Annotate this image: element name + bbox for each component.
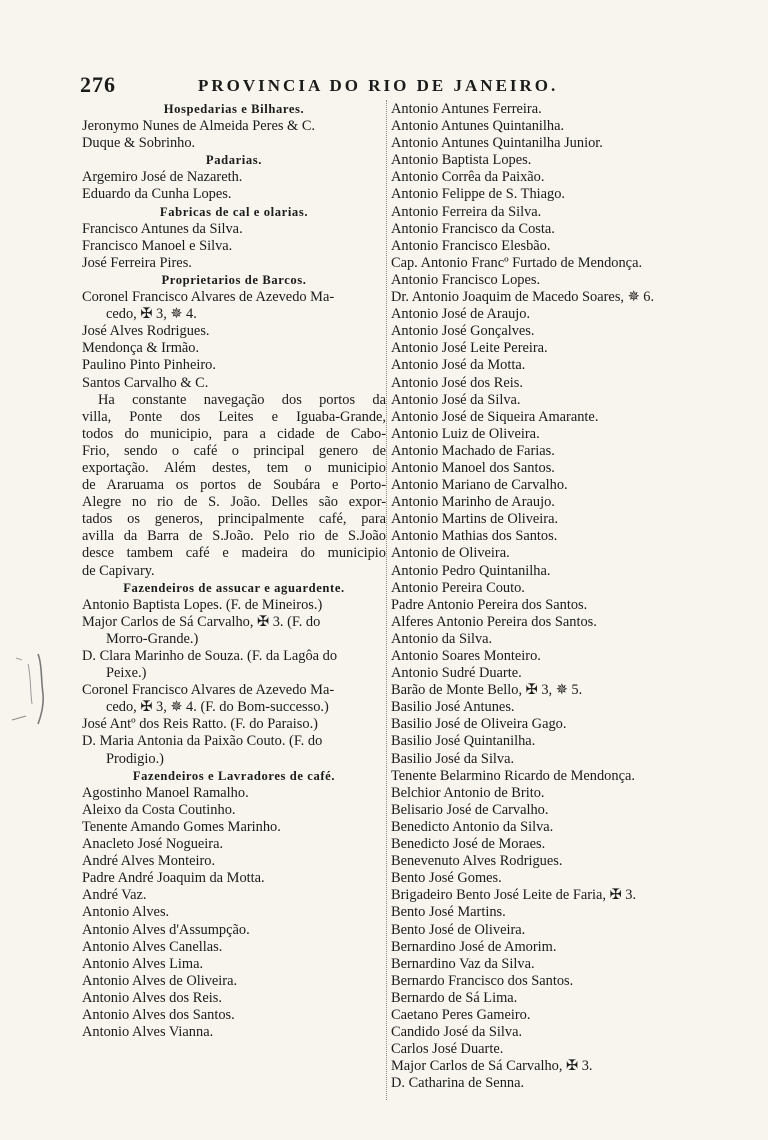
right-column-line: Benedicto José de Moraes. xyxy=(391,836,546,853)
right-column-line: Antonio Machado de Farias. xyxy=(391,442,555,459)
right-column-line: Antonio Francisco Lopes. xyxy=(391,271,541,288)
left-column-line: José Antº dos Reis Ratto. (F. do Paraiso.) xyxy=(82,716,318,733)
left-column-line: Eduardo da Cunha Lopes. xyxy=(82,186,232,203)
left-column-line: Antonio Alves d'Assumpção. xyxy=(82,921,250,938)
left-column-line: Paulino Pinto Pinheiro. xyxy=(82,357,216,374)
margin-pencil-mark xyxy=(8,650,46,730)
left-column-line: Ha constante navegação dos portos da xyxy=(98,391,386,408)
right-column-line: Belchior Antonio de Brito. xyxy=(391,784,545,801)
right-column xyxy=(391,101,711,1092)
right-column-line: Bento José Gomes. xyxy=(391,870,502,887)
left-column-line: Antonio Alves de Oliveira. xyxy=(82,972,238,989)
left-column-line: Francisco Manoel e Silva. xyxy=(82,237,233,254)
right-column-line: Antonio José de Siqueira Amarante. xyxy=(391,408,599,425)
right-column-line: Antonio Francisco Elesbão. xyxy=(391,237,551,254)
left-column-line: Tenente Amando Gomes Marinho. xyxy=(82,818,281,835)
left-column-line: Peixe.) xyxy=(106,665,147,682)
left-column-line: Padre André Joaquim da Motta. xyxy=(82,870,265,887)
right-column-line: Antonio Pedro Quintanilha. xyxy=(391,562,551,579)
left-column-line: Santos Carvalho & C. xyxy=(82,374,209,391)
right-column-line: Antonio José de Araujo. xyxy=(391,306,531,323)
right-column-line: Antonio Sudré Duarte. xyxy=(391,665,522,682)
right-column-line: Antonio Corrêa da Paixão. xyxy=(391,169,545,186)
left-column-section-heading: Fazendeiros e Lavradores de café. xyxy=(132,768,336,783)
right-column-line: Barão de Monte Bello, ✠ 3, ✵ 5. xyxy=(391,682,583,699)
left-column-line: D. Clara Marinho de Souza. (F. da Lagôa do xyxy=(82,648,338,664)
left-column-line: Antonio Alves dos Santos. xyxy=(82,1006,235,1023)
left-column-line: Anacleto José Nogueira. xyxy=(82,836,224,853)
left-column-line: villa, Ponte dos Leites e Iguaba-Grande, xyxy=(82,408,386,425)
right-column-line: Cap. Antonio Francº Furtado de Mendonça. xyxy=(391,254,643,271)
left-column-line: Coronel Francisco Alvares de Azevedo Ma- xyxy=(82,682,335,699)
right-column-line: Bento José de Oliveira. xyxy=(391,921,526,938)
left-column-line: André Alves Monteiro. xyxy=(82,853,216,870)
left-column-line: Antonio Alves. xyxy=(82,904,170,921)
right-column-line: Tenente Belarmino Ricardo de Mendonça. xyxy=(391,767,635,784)
right-column-line: Bento José Martins. xyxy=(391,904,506,921)
right-column-line: Bernardo Francisco dos Santos. xyxy=(391,972,574,989)
right-column-line: Bernardo de Sá Lima. xyxy=(391,989,518,1006)
left-column-section-heading: Fabricas de cal e olarias. xyxy=(159,204,309,219)
right-column-line: Brigadeiro Bento José Leite de Faria, ✠ 3. xyxy=(391,887,637,904)
left-column-line: Morro-Grande.) xyxy=(106,630,199,647)
running-title: PROVINCIA DO RIO DE JANEIRO. xyxy=(198,76,559,95)
right-column-line: Antonio de Oliveira. xyxy=(391,545,510,562)
page-number: 276 xyxy=(80,72,116,97)
left-column-line: Frio, sendo o café o principal genero de xyxy=(82,442,386,459)
right-column-line: Antonio Francisco da Costa. xyxy=(391,220,555,237)
right-column-line: Bernardino Vaz da Silva. xyxy=(391,955,535,972)
left-column-line: todos do municipio, para a cidade de Cabo- xyxy=(82,425,386,442)
right-column-line: Antonio Ferreira da Silva. xyxy=(391,203,542,220)
right-column-line: Antonio Antunes Quintanilha. xyxy=(391,118,565,135)
right-column-line: Antonio José da Silva. xyxy=(391,391,521,408)
left-column-line: tados os generos, principalmente café, para xyxy=(82,511,386,528)
left-column-line: Antonio Alves dos Reis. xyxy=(82,989,222,1006)
right-column-line: Antonio Luiz de Oliveira. xyxy=(391,425,540,442)
left-column-section-heading: Proprietarios de Barcos. xyxy=(161,272,307,287)
left-column-line: Francisco Antunes da Silva. xyxy=(82,220,243,237)
left-column-line: José Ferreira Pires. xyxy=(82,254,192,271)
right-column-line: Antonio da Silva. xyxy=(391,630,493,647)
right-column-line: Antonio Martins de Oliveira. xyxy=(391,511,559,528)
left-column-line: exportação. Além destes, tem o municipio xyxy=(82,459,386,476)
left-column-line: Major Carlos de Sá Carvalho, ✠ 3. (F. do xyxy=(82,613,321,630)
left-column-section-heading: Hospedarias e Bilhares. xyxy=(163,102,305,116)
right-column-line: Basilio José Quintanilha. xyxy=(391,733,536,750)
right-column-line: Antonio José Leite Pereira. xyxy=(391,340,548,357)
left-column-line: Jeronymo Nunes de Almeida Peres & C. xyxy=(82,118,316,135)
left-column-line: avilla da Barra de S.João. Pelo rio de S.João xyxy=(82,528,386,545)
right-column-line: Padre Antonio Pereira dos Santos. xyxy=(391,596,588,613)
right-column-line: Benedicto Antonio da Silva. xyxy=(391,818,554,835)
left-column-line: André Vaz. xyxy=(82,887,147,904)
right-column-line: Antonio Soares Monteiro. xyxy=(391,648,541,664)
left-column-line: Argemiro José de Nazareth. xyxy=(82,169,243,186)
right-column-line: Antonio Marinho de Araujo. xyxy=(391,494,555,511)
left-column-line: Agostinho Manoel Ramalho. xyxy=(82,784,249,801)
right-column-line: Antonio Baptista Lopes. xyxy=(391,152,532,169)
left-column-section-heading: Fazendeiros de assucar e aguardente. xyxy=(123,580,345,595)
right-column-line: Major Carlos de Sá Carvalho, ✠ 3. xyxy=(391,1058,593,1075)
right-column-line: Bernardino José de Amorim. xyxy=(391,938,557,955)
left-column-line: de Capivary. xyxy=(82,562,155,579)
left-column-line: desce tambem café e madeira do municipio xyxy=(82,545,386,562)
left-column-line: cedo, ✠ 3, ✵ 4. (F. do Bom-successo.) xyxy=(106,699,329,716)
right-column-line: Antonio Pereira Couto. xyxy=(391,579,525,596)
right-column-line: Antonio Felippe de S. Thiago. xyxy=(391,186,566,203)
column-divider xyxy=(386,100,387,1100)
left-column-line: Antonio Alves Vianna. xyxy=(82,1024,214,1041)
left-column-line: Antonio Alves Canellas. xyxy=(82,938,223,955)
left-column-line: José Alves Rodrigues. xyxy=(82,323,210,340)
left-column-line: Antonio Alves Lima. xyxy=(82,955,204,972)
left-column-line: D. Maria Antonia da Paixão Couto. (F. do xyxy=(82,733,323,750)
right-column-line: Carlos José Duarte. xyxy=(391,1041,504,1058)
right-column-line: Dr. Antonio Joaquim de Macedo Soares, ✵ 6. xyxy=(391,289,655,306)
right-column-line: Antonio Manoel dos Santos. xyxy=(391,459,555,476)
right-column-line: Basilio José da Silva. xyxy=(391,750,515,767)
left-column-line: Duque & Sobrinho. xyxy=(82,135,196,152)
right-column-line: Basilio José Antunes. xyxy=(391,699,515,716)
right-column-line: Benevenuto Alves Rodrigues. xyxy=(391,853,563,870)
right-column-line: Antonio Mathias dos Santos. xyxy=(391,528,558,545)
right-column-line: D. Catharina de Senna. xyxy=(391,1075,525,1092)
left-column-line: Prodigio.) xyxy=(106,750,164,767)
right-column-line: Antonio José da Motta. xyxy=(391,357,526,374)
right-column-line: Caetano Peres Gameiro. xyxy=(391,1006,531,1023)
right-column-line: Antonio Antunes Ferreira. xyxy=(391,101,542,117)
left-column-line: Mendonça & Irmão. xyxy=(82,340,200,357)
left-column-line: Antonio Baptista Lopes. (F. de Mineiros.) xyxy=(82,596,323,613)
right-column-line: Belisario José de Carvalho. xyxy=(391,801,549,818)
right-column-line: Antonio Antunes Quintanilha Junior. xyxy=(391,135,603,152)
left-column xyxy=(82,101,386,1041)
left-column-section-heading: Padarias. xyxy=(205,153,263,168)
left-column-line: Coronel Francisco Alvares de Azevedo Ma- xyxy=(82,289,335,306)
left-column-line: Alegre no rio de S. João. Delles são expor- xyxy=(82,494,386,511)
right-column-line: Antonio Mariano de Carvalho. xyxy=(391,477,568,494)
left-column-line: cedo, ✠ 3, ✵ 4. xyxy=(106,306,197,323)
right-column-line: Candido José da Silva. xyxy=(391,1024,523,1041)
right-column-line: Antonio José Gonçalves. xyxy=(391,323,535,340)
left-column-line: de Araruama os portos de Soubára e Porto- xyxy=(82,477,386,494)
page-header xyxy=(80,72,690,98)
right-column-line: Alferes Antonio Pereira dos Santos. xyxy=(391,613,597,630)
left-column-line: Aleixo da Costa Coutinho. xyxy=(82,801,236,818)
right-column-line: Antonio José dos Reis. xyxy=(391,374,523,391)
right-column-line: Basilio José de Oliveira Gago. xyxy=(391,716,567,733)
